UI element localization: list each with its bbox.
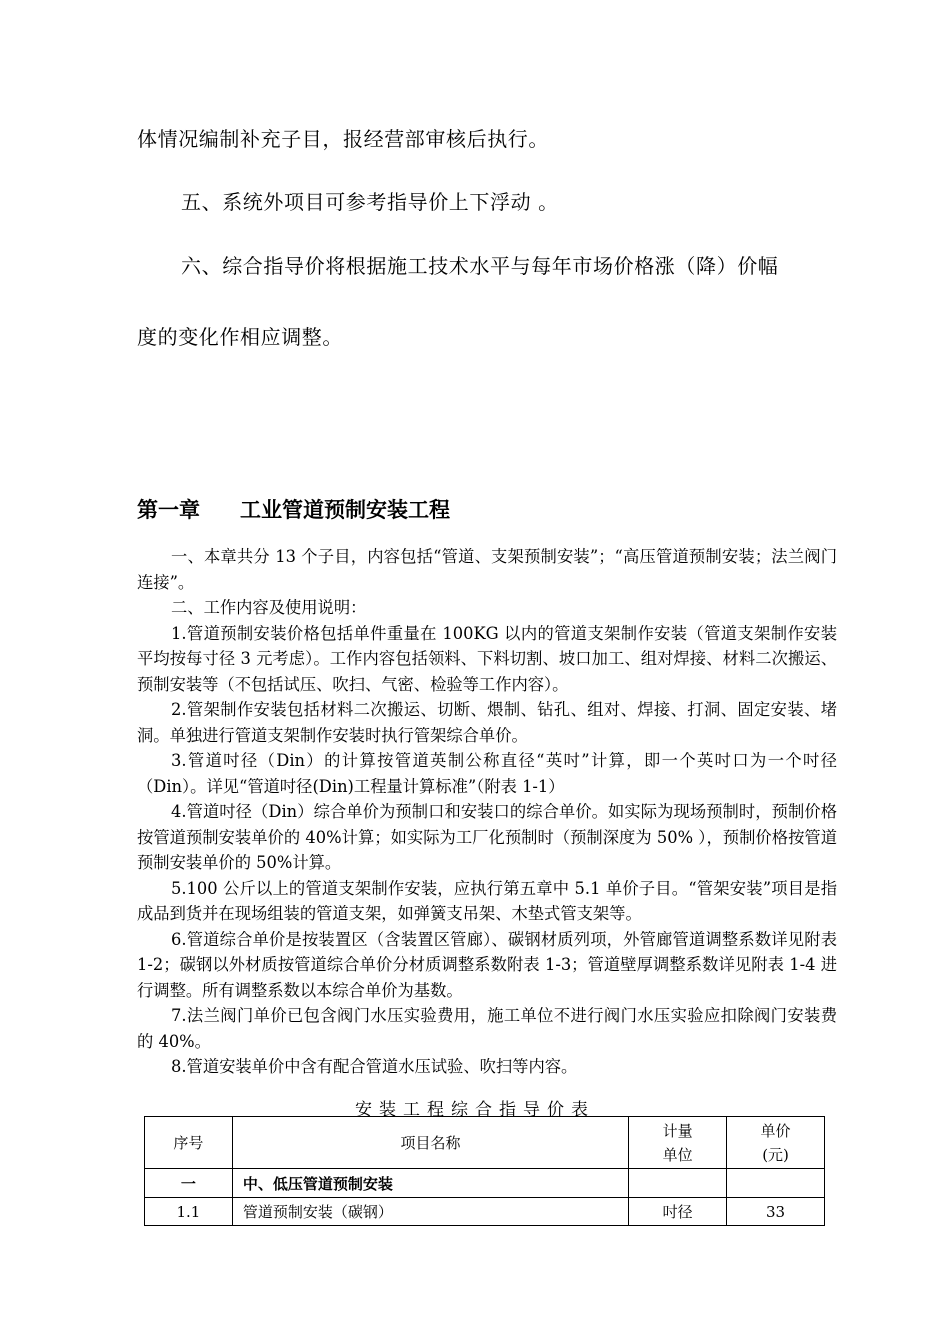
header-unit <box>629 1117 727 1169</box>
intro-line-3: 六、综合指导价将根据施工技术水平与每年市场价格涨（降）价幅 <box>181 254 779 278</box>
intro-line-4: 度的变化作相应调整。 <box>137 325 343 349</box>
header-price-line1: 单价 <box>760 1121 791 1140</box>
paragraph: 7.法兰阀门单价已包含阀门水压实验费用，施工单位不进行阀门水压实验应扣除阀门安装费的 40%。 <box>137 1006 837 1051</box>
row-name: 管道预制安装（碳钢） <box>232 1198 628 1226</box>
row-unit: 吋径 <box>629 1198 727 1226</box>
table-title: 安装工程综合指导价表 <box>355 1100 595 1120</box>
chapter-title: 工业管道预制安装工程 <box>240 498 450 522</box>
header-price <box>727 1117 825 1169</box>
paragraph: 8.管道安装单价中含有配合管道水压试验、吹扫等内容。 <box>171 1057 578 1076</box>
header-unit-line1: 计量 <box>662 1121 693 1140</box>
paragraph: 一、本章共分 13 个子目，内容包括“管道、支架预制安装”；“高压管道预制安装；法兰阀门连接”。 <box>137 547 837 592</box>
paragraph: 4.管道吋径（Din）综合单价为预制口和安装口的综合单价。如实际为现场预制时，预制价格按管道预制安装单价的 40%计算；如实际为工厂化预制时（预制深度为 50% ），预制价格按管道预制安装单价的 50%计算。 <box>137 802 837 872</box>
chapter-heading <box>137 494 450 524</box>
header-price-line2: (元) <box>762 1145 789 1164</box>
paragraph: 1.管道预制安装价格包括单件重量在 100KG 以内的管道支架制作安装（管道支架制作安装平均按每寸径 3 元考虑）。工作内容包括领料、下料切割、坡口加工、组对焊接、材料二次搬运、预制安装等（不包括试压、吹扫、气密、检验等工作内容）。 <box>137 623 837 694</box>
table-row <box>145 1198 825 1226</box>
header-seq: 序号 <box>145 1117 233 1169</box>
section-price <box>727 1169 825 1198</box>
section-seq: 一 <box>145 1169 233 1198</box>
paragraph: 6.管道综合单价是按装置区（含装置区管廊）、碳钢材质列项，外管廊管道调整系数详见附表 1-2；碳钢以外材质按管道综合单价分材质调整系数附表 1-3；管道壁厚调整系数详见附表 1-4 进行调整。所有调整系数以本综合单价为基数。 <box>137 929 837 1000</box>
section-name: 中、低压管道预制安装 <box>232 1169 628 1198</box>
row-seq: 1.1 <box>145 1198 233 1226</box>
section-unit <box>629 1169 727 1198</box>
paragraph: 5.100 公斤以上的管道支架制作安装，应执行第五章中 5.1 单价子目。“管架安装”项目是指成品到货并在现场组装的管道支架，如弹簧支吊架、木垫式管支架等。 <box>137 878 837 923</box>
chapter-body <box>137 544 837 1080</box>
header-name: 项目名称 <box>232 1117 628 1169</box>
chapter-number: 第一章 <box>137 498 200 522</box>
row-price: 33 <box>727 1198 825 1226</box>
intro-line-1: 体情况编制补充子目，报经营部审核后执行。 <box>137 127 549 151</box>
paragraph: 3.管道吋径（Din）的计算按管道英制公称直径“英吋”计算，即一个英吋口为一个吋径（Din）。详见“管道吋径(Din)工程量计算标准”（附表 1-1） <box>137 751 837 796</box>
table-section-row <box>145 1169 825 1198</box>
paragraph: 二、工作内容及使用说明： <box>171 598 367 617</box>
header-unit-line2: 单位 <box>662 1145 693 1164</box>
paragraph: 2.管架制作安装包括材料二次搬运、切断、煨制、钻孔、组对、焊接、打洞、固定安装、堵洞。单独进行管道支架制作安装时执行管架综合单价。 <box>137 700 837 745</box>
price-table <box>144 1116 825 1226</box>
intro-line-2: 五、系统外项目可参考指导价上下浮动 。 <box>181 190 559 214</box>
table-header-row <box>145 1117 825 1169</box>
